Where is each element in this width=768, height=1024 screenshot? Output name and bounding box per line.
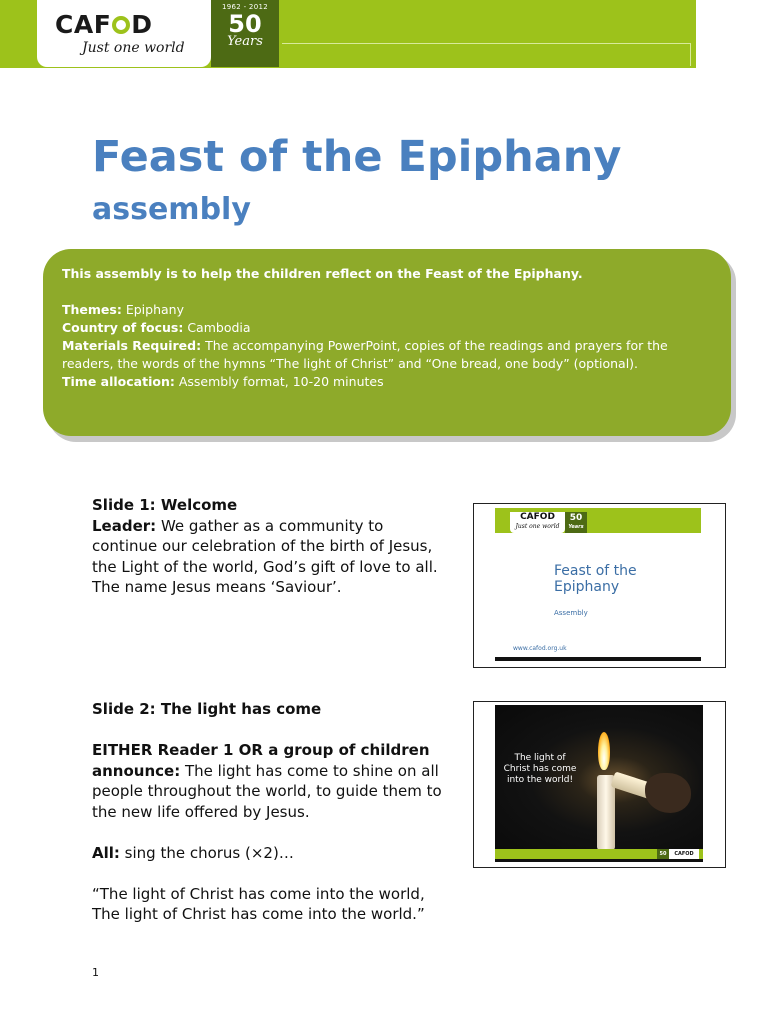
page-number: 1 <box>92 966 99 979</box>
thumb1-footer-bar <box>495 657 701 661</box>
cafod-logo[interactable] <box>37 0 211 67</box>
thumb1-url: www.cafod.org.uk <box>513 645 567 652</box>
page-subtitle: assembly <box>92 192 251 227</box>
thumb2-mini-logo: CAFOD <box>669 849 699 859</box>
anniversary-badge <box>211 0 279 67</box>
slide2-heading: Slide 2: The light has come <box>92 700 322 718</box>
anniversary-label: Years <box>227 34 263 49</box>
slide2-thumbnail[interactable] <box>473 701 726 868</box>
thumb2-footer-bar <box>495 859 703 862</box>
info-box <box>43 249 731 436</box>
slide1-leader: Leader: We gather as a community to <box>92 516 384 535</box>
info-materials-cont: readers, the words of the hymns “The light of Christ” and “One bread, one body” (optional). <box>62 356 639 371</box>
thumb1-logo: CAFOD Just one world <box>510 512 565 533</box>
slide2-either: EITHER Reader 1 OR a group of children <box>92 741 430 759</box>
slide2-quote1: “The light of Christ has come into the world, <box>92 884 425 903</box>
flame-icon <box>598 732 610 770</box>
thumb1-title: Feast of the Epiphany <box>554 563 637 595</box>
thumb1-subtitle: Assembly <box>554 609 588 617</box>
info-time: Time allocation: Assembly format, 10-20 minutes <box>62 374 384 389</box>
thumb2-caption: The light of Christ has come into the world! <box>503 753 577 785</box>
thumb1-anniversary: 50 Years <box>565 512 587 533</box>
candle-photo <box>495 705 703 849</box>
info-intro: This assembly is to help the children reflect on the Feast of the Epiphany. <box>62 266 583 281</box>
info-themes: Themes: Epiphany <box>62 302 184 317</box>
logo-wordmark: CAF D <box>55 10 153 39</box>
info-materials: Materials Required: The accompanying PowerPoint, copies of the readings and prayers for the <box>62 338 668 353</box>
page-title: Feast of the Epiphany <box>92 132 622 182</box>
logo-tagline: Just one world <box>82 40 185 56</box>
slide2-line3: the new life offered by Jesus. <box>92 802 310 821</box>
thumb2-footer-band <box>495 849 703 859</box>
anniversary-years: 1962 - 2012 <box>222 3 268 11</box>
slide1-line4: The name Jesus means ‘Saviour’. <box>92 578 342 596</box>
slide2-all: All: sing the chorus (×2)… <box>92 843 294 862</box>
slide2-quote2: The light of Christ has come into the world.” <box>92 905 425 923</box>
header-divider-line <box>282 43 691 66</box>
hand-shape <box>645 773 691 813</box>
slide1-line2: continue our celebration of the birth of Jesus, <box>92 537 433 555</box>
slide1-heading: Slide 1: Welcome <box>92 496 238 514</box>
slide2-announce: announce: The light has come to shine on all <box>92 761 439 780</box>
slide1-line3: the Light of the world, God’s gift of love to all. <box>92 557 438 576</box>
anniversary-number: 50 <box>228 10 262 38</box>
slide2-section <box>92 699 472 925</box>
slide2-line2: people throughout the world, to guide them to <box>92 782 442 800</box>
slide1-section <box>92 495 472 598</box>
info-country: Country of focus: Cambodia <box>62 320 251 335</box>
thumb2-mini-anniversary: 50 <box>657 849 669 859</box>
logo-ring-icon <box>112 16 130 34</box>
slide1-thumbnail[interactable] <box>473 503 726 668</box>
thumb1-header-band <box>495 508 701 533</box>
